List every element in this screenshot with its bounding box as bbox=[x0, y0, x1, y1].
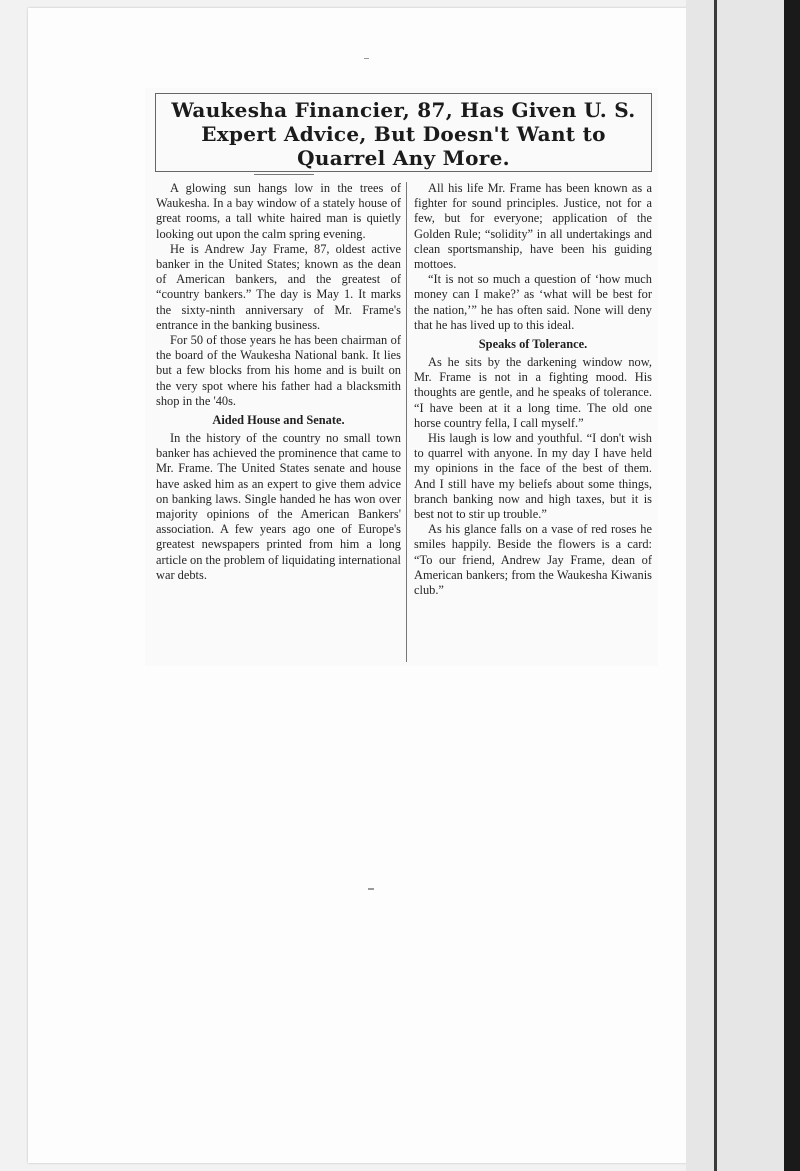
article-column-right bbox=[414, 181, 652, 598]
paragraph: A glowing sun hangs low in the trees of Waukesha. In a bay window of a stately house of great rooms, a tall white haired man is quietly looking out upon the calm spring evening. bbox=[156, 181, 401, 241]
scanner-edge bbox=[686, 0, 800, 1171]
scan-speck bbox=[364, 58, 369, 59]
page-edge-line bbox=[714, 0, 717, 1171]
article-headline: Waukesha Financier, 87, Has Given U. S. Expert Advice, But Doesn't Want to Quarrel Any More. bbox=[171, 98, 636, 170]
subheading-aided: Aided House and Senate. bbox=[212, 413, 345, 428]
paragraph: As he sits by the darkening window now, Mr. Frame is not in a fighting mood. His thoughts are gentle, and he speaks of tolerance. “I have been at it a long time. The old one horse country fella, I call myself.” bbox=[414, 355, 652, 430]
column-divider bbox=[406, 182, 407, 662]
paragraph: His laugh is low and youthful. “I don't wish to quarrel with anyone. In my day I have held my opinions in the face of the best of them. And I still have my beliefs about some things, branch banking now and high taxes, but it is best not to stir up trouble.” bbox=[414, 431, 652, 522]
scan-border bbox=[784, 0, 800, 1171]
paragraph: All his life Mr. Frame has been known as a fighter for sound principles. Justice, not for a few, but for everyone; application of the Golden Rule; “solidity” in all undertakings and clean sportsmanship, have been his guiding mottoes. bbox=[414, 181, 652, 272]
paragraph: He is Andrew Jay Frame, 87, oldest active banker in the United States; known as the dean of American bankers, and the greatest of “country bankers.” The day is May 1. It marks the sixty-ninth anniversary of Mr. Frame's entrance in the banking business. bbox=[156, 241, 401, 332]
article-column-left bbox=[156, 181, 401, 583]
paragraph: For 50 of those years he has been chairman of the board of the Waukesha National bank. It lies but a few blocks from his home and is built on the very spot where his father had a blacksmith shop in the '40s. bbox=[156, 333, 401, 408]
subheading-tolerance: Speaks of Tolerance. bbox=[478, 337, 588, 352]
paragraph: “It is not so much a question of ‘how much money can I make?’ as ‘what will be best for the nation,’” he has often said. None will deny that he has lived up to this ideal. bbox=[414, 272, 652, 332]
paragraph: In the history of the country no small town banker has achieved the prominence that came to Mr. Frame. The United States senate and house have asked him as an expert to give them advice on banking laws. Single handed he has won over majority opinions of the American Bankers' association. A few years ago one of Europe's greatest newspapers printed from him a long article on the problem of liquidating international war debts. bbox=[156, 431, 401, 582]
headline-rule bbox=[254, 174, 314, 175]
paragraph: As his glance falls on a vase of red roses he smiles happily. Beside the flowers is a card: “To our friend, Andrew Jay Frame, dean of American bankers; from the Waukesha Kiwanis club.” bbox=[414, 522, 652, 598]
scan-speck bbox=[368, 888, 374, 890]
